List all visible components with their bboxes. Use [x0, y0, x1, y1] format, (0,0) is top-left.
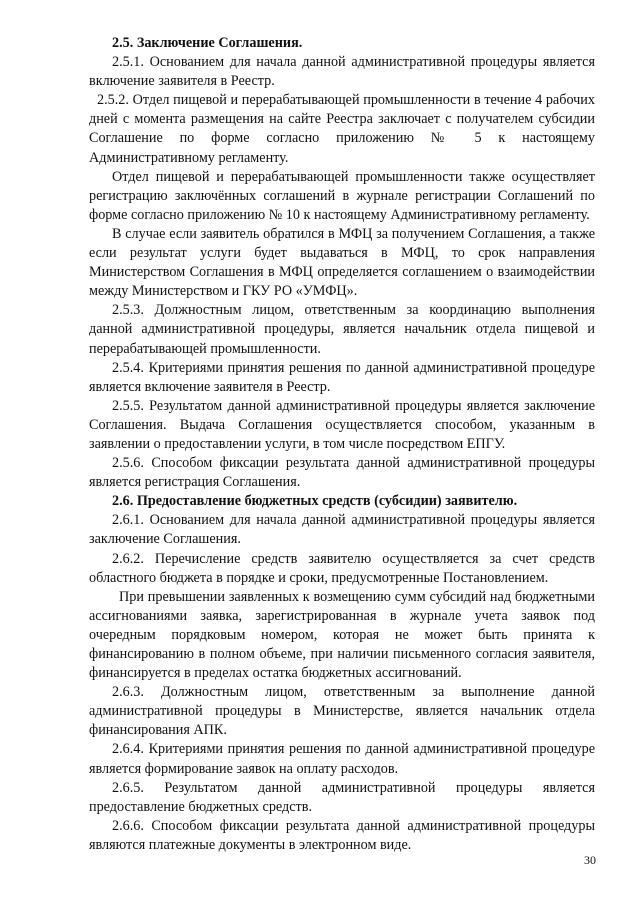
paragraph-2-6-5: 2.6.5. Результатом данной административной процедуры является предоставление бюджетных средств. [89, 779, 595, 815]
page-number: 30 [584, 853, 596, 867]
section-heading-2-5: 2.5. Заключение Соглашения. [112, 35, 303, 51]
paragraph-2-5-5: 2.5.5. Результатом данной административной процедуры является заключение Соглашения. Выдача Соглашения осуществляется способом, указанным в заявлении о предоставлении услуги, в том числе посредством ЕПГУ. [89, 397, 595, 452]
paragraph-2-6-2: 2.6.2. Перечисление средств заявителю осуществляется за счет средств областного бюджета в порядке и сроки, предусмотренные Постановлением. [89, 550, 595, 586]
paragraph-excess-subsidy: При превышении заявленных к возмещению сумм субсидий над бюджетными ассигнованиями заявка, зарегистрированная в журнале учета заявок под очередным порядковым номером, которая не может быть принята к финансированию в полном объеме, при наличии письменного согласия заявителя, финансируется в пределах остатка бюджетных ассигнований. [89, 588, 595, 682]
document-page [89, 34, 595, 855]
paragraph-mfc: В случае если заявитель обратился в МФЦ за получением Соглашения, а также если результат услуги будет выдаваться в МФЦ, то срок направления Министерством Соглашения в МФЦ определяется соглашением о взаимодействии между Министерством и ГКУ РО «УМФЦ». [89, 225, 595, 300]
paragraph-2-5-1: 2.5.1. Основанием для начала данной административной процедуры является включение заявителя в Реестр. [89, 54, 595, 90]
paragraph-2-5-6: 2.5.6. Способом фиксации результата данной административной процедуры является регистрация Соглашения. [89, 455, 595, 491]
section-heading-2-6: 2.6. Предоставление бюджетных средств (субсидии) заявителю. [112, 493, 518, 510]
paragraph-2-6-6: 2.6.6. Способом фиксации результата данной административной процедуры являются платежные документы в электронном виде. [89, 817, 595, 853]
paragraph-2-6-3: 2.6.3. Должностным лицом, ответственным за выполнение данной административной процедуры в Министерстве, является начальник отдела финансирования АПК. [89, 684, 595, 739]
paragraph-2-5-2: 2.5.2. Отдел пищевой и перерабатывающей промышленности в течение 4 рабочих дней с момента размещения на сайте Реестра заключает с получателем субсидии Соглашение по форме согласно приложению № 5 к настоящему Административному регламенту. [89, 92, 595, 166]
paragraph-registration: Отдел пищевой и перерабатывающей промышленности также осуществляет регистрацию заключённых соглашений в журнале регистрации Соглашений по форме согласно приложению № 10 к настоящему Административному регламенту. [89, 168, 595, 223]
paragraph-2-5-3: 2.5.3. Должностным лицом, ответственным за координацию выполнения данной административной процедуры, является начальник отдела пищевой и перерабатывающей промышленности. [89, 302, 595, 357]
paragraph-2-5-4: 2.5.4. Критериями принятия решения по данной административной процедуре является включение заявителя в Реестр. [89, 359, 595, 395]
paragraph-2-6-1: 2.6.1. Основанием для начала данной административной процедуры является заключение Соглашения. [89, 512, 595, 548]
paragraph-2-6-4: 2.6.4. Критериями принятия решения по данной административной процедуре является формирование заявок на оплату расходов. [89, 741, 595, 777]
